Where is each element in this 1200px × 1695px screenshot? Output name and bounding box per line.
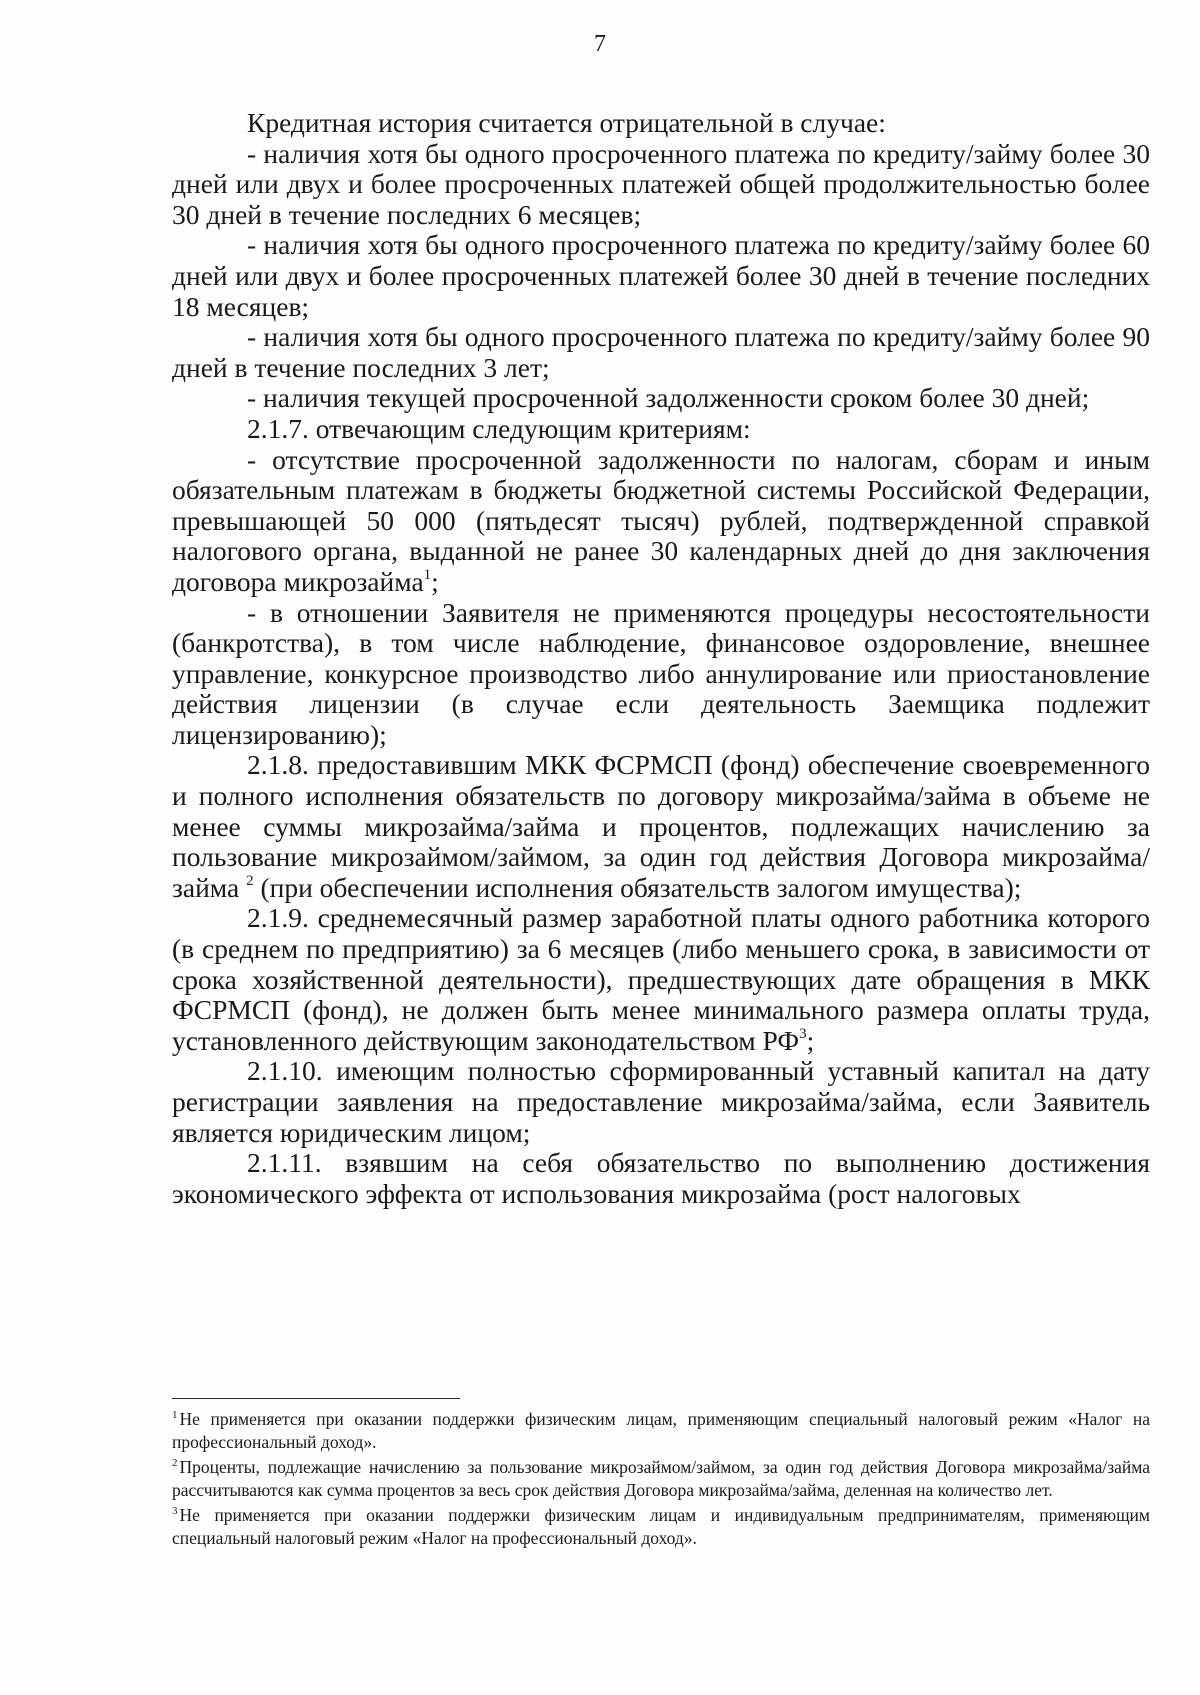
- footnote-1: [172, 1408, 1150, 1454]
- footnote-3-text: Не применяется при оказании поддержки физическим лицам и индивидуальным предпринимателям, применяющим специальный налоговый режим «Налог на профессиональный доход».: [172, 1505, 1150, 1548]
- page-number: 7: [594, 31, 606, 57]
- footnotes: [172, 1408, 1150, 1552]
- paragraph-overdue-3-years: - наличия хотя бы одного просроченного платежа по кредиту/займу более 90 дней в течение последних 3 лет;: [172, 321, 1150, 383]
- footnote-2-mark: 2: [172, 1457, 178, 1469]
- footnote-1-mark: 1: [172, 1409, 178, 1421]
- paragraph-2-1-10: 2.1.10. имеющим полностью сформированный уставный капитал на дату регистрации заявления на предоставление микрозайма/займа, если Заявитель является юридическим лицом;: [172, 1055, 1150, 1148]
- paragraph-insolvency: - в отношении Заявителя не применяются процедуры несостоятельности (банкротства), в том числе наблюдение, финансовое оздоровление, внешнее управление, конкурсное производство либо аннулирование или приостановление действия лицензии (в случае если деятельность Заемщика подлежит лицензированию);: [172, 596, 1150, 750]
- footnote-divider: [172, 1398, 460, 1399]
- footnote-3-mark: 3: [172, 1505, 178, 1517]
- paragraph-tax-arrears-text: - отсутствие просроченной задолженности по налогам, сборам и иным обязательным платежам в бюджеты бюджетной системы Российской Федерации, превышающей 50 000 (пятьдесят тысяч) рублей, подтвержденной справкой налогового органа, выданной не ранее 30 календарных дней до дня заключения договора микрозайма: [172, 443, 1150, 597]
- paragraph-2-1-8-text: 2.1.8. предоставившим МКК ФСРМСП (фонд) обеспечение своевременного и полного исполнения обязательств по договору микрозайма/займа в объеме не менее суммы микрозайма/займа и процентов, подлежащих начислению за пользование микрозаймом/займом, за один год действия Договора микрозайма/займа: [172, 749, 1150, 903]
- paragraph-overdue-6-months: - наличия хотя бы одного просроченного платежа по кредиту/займу более 30 дней или двух и более просроченных платежей общей продолжительностью более 30 дней в течение последних 6 месяцев;: [172, 137, 1150, 230]
- paragraph-2-1-9-text: 2.1.9. среднемесячный размер заработной платы одного работника которого (в среднем по предприятию) за 6 месяцев (либо меньшего срока, в зависимости от срока хозяйственной деятельности), предшествующих дате обращения в МКК ФСРМСП (фонд), не должен быть менее минимального размера оплаты труда, установленного действующим законодательством РФ: [172, 902, 1150, 1056]
- paragraph-2-1-9-end: ;: [806, 1024, 815, 1056]
- footnote-3: [172, 1504, 1150, 1550]
- paragraph-2-1-9: [172, 903, 1150, 1056]
- footnote-2: [172, 1456, 1150, 1502]
- paragraph-tax-arrears-end: ;: [431, 565, 439, 597]
- paragraph-current-overdue: - наличия текущей просроченной задолженности сроком более 30 дней;: [247, 382, 1090, 414]
- paragraph-overdue-18-months: - наличия хотя бы одного просроченного платежа по кредиту/займу более 60 дней или двух и более просроченных платежей более 30 дней в течение последних 18 месяцев;: [172, 229, 1150, 322]
- paragraph-2-1-8: [172, 750, 1150, 903]
- paragraph-2-1-7: 2.1.7. отвечающим следующим критериям:: [247, 412, 751, 444]
- footnote-ref-2: 2: [246, 872, 254, 889]
- paragraph-negative-history-intro: Кредитная история считается отрицательной в случае:: [247, 107, 886, 138]
- paragraph-2-1-8-end: (при обеспечении исполнения обязательств залогом имущества);: [260, 871, 1022, 903]
- document-body: [172, 108, 1150, 1209]
- paragraph-2-1-11: 2.1.11. взявшим на себя обязательство по выполнению достижения экономического эффекта от использования микрозайма (рост налоговых: [172, 1147, 1150, 1209]
- footnote-ref-3: 3: [799, 1025, 807, 1042]
- footnote-2-text: Проценты, подлежащие начислению за пользование микрозаймом/займом, за один год действия Договора микрозайма/займа рассчитываются как сумма процентов за весь срок действия Договора микрозайма/займа, деленная на количество лет.: [172, 1457, 1150, 1500]
- footnote-ref-1: 1: [423, 566, 432, 583]
- footnote-1-text: Не применяется при оказании поддержки физическим лицам, применяющим специальный налоговый режим «Налог на профессиональный доход».: [172, 1409, 1150, 1452]
- paragraph-tax-arrears: [172, 445, 1150, 598]
